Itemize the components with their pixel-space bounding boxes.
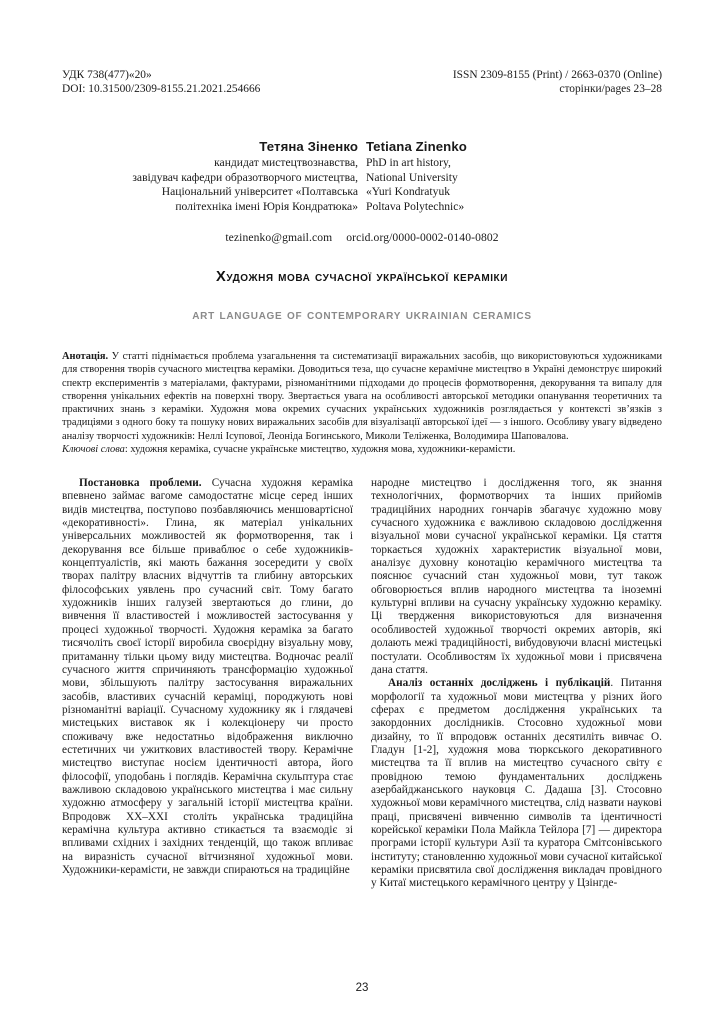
author-ua — [62, 138, 366, 214]
right-paragraph-1: народне мистецтво і дослідження того, як знання технологічних, формотворчих та інших прийомів традиційних народних гончарів збагачує художню мову сучасного художника є важливою складовою дослідження візуальної мови сучасної української кераміки. Ця стаття торкається художніх характеристик візуальної мови, аналізує духовну конотацію керамічного мистецтва та пояснює сучасний стан художньої мови, тут також обговорюється вплив народного мистецтва та іноземні культурні впливи на сучасну українську художню кераміку. Ці твердження використовуються для визначення особливостей художньої творчості окремих авторів, які долають межі традиційності, вибудовуючи власні мистецькі постулати. Особливостям їх художньої мови і присвячена дана стаття. — [371, 477, 662, 676]
left-paragraph-1-text: Сучасна художня кераміка впевнено займає вагоме самодостатнє місце серед інших видів мистецтва, поступово позбавляючись меншовартісної «декоративності». Глина, як матеріал унікальних універсальних можливостей як формотворення, так і декорування все більше приваблює о себе художників-концептуалістів, які мають бажання зосередити у своїх творах палітру власних відчуттів та глибину авторських філософських уявлень про сучасний світ. Тому багато художників інших галузей звертаються до глини, до вивчення її властивостей і можливостей застосування у процесі художньої творчості. Художня кераміка за багато тисячоліть своєї історії виробила своєрідну візуальну мову, притаманну тільки цьому виду мистецтва. Водночас реалії сучасного життя спричиняють трансформацію художньої мови, збільшують палітру застосування виражальних засобів, властивих сучасній кераміці, породжують нові різноманітні варіації. Сучасному художнику як і глядачеві мистецьких виставок як і колекціонеру чи просто споживачу вже недостатньо відображення виключно естетичних чи ужиткових властивостей твору. Керамічне мистецтво виступає носієм ідентичності автора, його філософії, уподобань і поглядів. Керамічна скульптура стає важливою складовою українського мистецтва і має сильну художню атмосферу у загальній історії мистецтва країни. Впродовж XX–XXI століть українська традиційна керамічна культура активно стикається та взаємодіє зі впливами східних і західних тенденцій, що також впливає на виразність сучасної вітчизняної художньої мови. Художники-керамісти, не завжди спираються на традиційне — [62, 477, 353, 876]
abstract-label: Анотація. — [62, 351, 109, 363]
author-ua-line-3: Національний університет «Полтавська — [161, 185, 358, 199]
issn-code: ISSN 2309-8155 (Print) / 2663-0370 (Online) — [452, 69, 662, 81]
body-column-left — [62, 477, 353, 891]
article-title-ua: Художня мова сучасної української кераміки — [216, 269, 508, 286]
body-columns — [62, 477, 662, 891]
contact-line — [62, 230, 662, 245]
section-heading-analysis: Аналіз останніх досліджень і публікацій — [388, 677, 611, 690]
left-paragraph-1 — [62, 477, 353, 877]
header-meta-left — [62, 68, 260, 96]
page-range: сторінки/pages 23–28 — [559, 83, 662, 96]
article-title-en: art language of contemporary ukrainian ceramics — [192, 307, 532, 324]
author-en — [366, 138, 662, 214]
author-ua-line-1: кандидат мистецтвознавства, — [214, 156, 358, 170]
body-column-right — [371, 477, 662, 891]
page-number: 23 — [355, 982, 369, 994]
author-email[interactable]: tezinenko@gmail.com — [225, 231, 333, 245]
keywords — [62, 443, 662, 456]
author-en-line-1: PhD in art history, — [366, 156, 451, 170]
author-en-line-2: National University — [366, 170, 458, 184]
header-meta — [62, 0, 662, 96]
keywords-label: Ключові слова — [62, 443, 125, 455]
author-ua-line-4: політехніка імені Юрія Кондратюка» — [175, 199, 358, 213]
author-en-line-3: «Yuri Kondratyuk — [366, 185, 451, 199]
author-orcid[interactable]: orcid.org/0000-0002-0140-0802 — [346, 231, 499, 245]
abstract — [62, 350, 662, 443]
author-block — [62, 138, 662, 214]
author-en-line-4: Poltava Polytechnic» — [366, 199, 465, 213]
udc-code: УДК 738(477)«20» — [62, 69, 152, 81]
right-paragraph-2-text: . Питання морфології та художньої мови мистецтва у різних його сферах є предметом дослідження українських та закордонних дослідників. Стосовно художньої мови дизайну, то її впродовж останніх десятиліть вивчає О. Гладун [1-2], художня мова тюркського декоративного мистецтва та її вплив на мистецтво сучасного світу є провідною темою фундаментальних досліджень азербайджанського науковця С. Дадаша [3]. Стосовно художньої мови керамічного мистецтва, слід назвати наукові праці, присвячені вивченню символів та ідентичності корейської кераміки Пола Майкла Тейлора [7] — директора програми історії культури Азії та куратора Смітсонівського інституту; становленню художньої мови сучасної китайської кераміки присвятила свої дослідження викладач провідного у Китаї мистецького керамічного центру у Цзінгде- — [371, 677, 662, 890]
header-meta-right — [453, 68, 662, 96]
author-en-name: Tetiana Zinenko — [366, 139, 467, 155]
author-ua-name: Тетяна Зіненко — [259, 139, 358, 155]
keywords-text: : художня кераміка, сучасне українське мистецтво, художня мова, художники-керамісти. — [124, 443, 516, 455]
author-ua-line-2: завідувач кафедри образотворчого мистецтва, — [132, 170, 358, 184]
abstract-text: У статті піднімається проблема узагальнення та систематизації виражальних засобів, що використовуються художниками для створення творів сучасного мистецтва кераміки. Доводиться теза, що сучасне керамічне мистецтво в Україні демонструє широкий спектр експериментів з матеріалами, фактурами, різноманітними підходами до процесів формотворення, декорування та випалу для створення унікальних ефектів на поверхні твору. Звертається увага на особливості авторської методики опанування теоретичних та практичних знань з кераміки. Художня мова окремих сучасних українських художників розглядається у контексті зв’язків з традиціями з одного боку та пошуку нових виражальних засобів для візуалізації авторської ідеї — з іншого. Особливу увагу відведено аналізу творчості художників: Неллі Ісупової, Леоніда Богинського, Миколи Теліженка, Володимира Шаповалова. — [62, 351, 662, 442]
doi-code: DOI: 10.31500/2309-8155.21.2021.254666 — [62, 83, 261, 96]
section-heading-problem: Постановка проблеми. — [79, 477, 202, 490]
right-paragraph-2 — [371, 677, 662, 891]
